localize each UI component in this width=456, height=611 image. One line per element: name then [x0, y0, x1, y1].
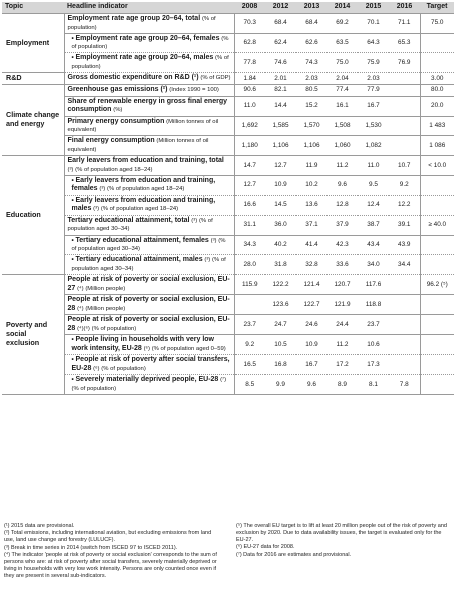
target-cell: 3.00 [420, 73, 454, 85]
bullet-icon: • [71, 336, 76, 344]
value-cell [389, 315, 420, 335]
table-row [2, 195, 454, 215]
value-cell: 10.6 [358, 335, 389, 355]
header-year: 2012 [265, 2, 296, 14]
indicator-cell [64, 315, 234, 335]
table-row [2, 375, 454, 395]
value-cell: 80.5 [296, 84, 327, 96]
footnote-mark: (⁴)(⁶) [77, 325, 90, 332]
value-cell: 1,106 [265, 136, 296, 156]
table-row [2, 255, 454, 275]
value-cell [389, 116, 420, 136]
value-cell: 34.3 [234, 235, 265, 255]
indicator-name: People at risk of poverty after social transfers, EU-28 [71, 356, 230, 372]
value-cell: 8.9 [327, 375, 358, 395]
value-cell: 82.1 [265, 84, 296, 96]
indicator-name: Early leavers from education and training, total [67, 157, 224, 165]
value-cell: 9.6 [296, 375, 327, 395]
value-cell: 11.2 [327, 156, 358, 176]
indicator-name: People living in households with very low work intensity, EU-28 [71, 336, 214, 352]
indicator-cell [64, 33, 234, 53]
value-cell: 8.5 [234, 375, 265, 395]
indicator-unit: (% of population) [71, 35, 229, 51]
bullet-icon: • [71, 356, 76, 364]
value-cell: 70.1 [358, 14, 389, 34]
footnote-mark: (⁷) [220, 377, 227, 384]
value-cell: 1,530 [358, 116, 389, 136]
target-cell [420, 255, 454, 275]
indicator-unit: (% of population aged 0–59) [151, 345, 226, 352]
indicator-name: Primary energy consumption [67, 117, 165, 125]
value-cell: 31.1 [234, 215, 265, 235]
value-cell: 24.7 [265, 315, 296, 335]
footnote: (¹) 2015 data are provisional. [4, 523, 75, 529]
indicator-unit: (% of population aged 30–34) [71, 257, 226, 272]
target-cell: 20.0 [420, 96, 454, 116]
value-cell: 17.3 [358, 355, 389, 375]
bullet-icon: • [71, 54, 76, 62]
header-target: Target [420, 2, 454, 14]
value-cell: 33.6 [327, 255, 358, 275]
header-indicator: Headline indicator [64, 2, 234, 14]
indicator-name: Employment rate age group 20–64, females [75, 34, 220, 42]
indicator-cell [64, 136, 234, 156]
value-cell: 39.1 [389, 215, 420, 235]
headline-indicators-table [2, 2, 454, 395]
indicator-cell [64, 96, 234, 116]
value-cell: 69.2 [327, 14, 358, 34]
bullet-icon: • [71, 34, 76, 42]
indicator-unit: (% of population aged 18–24) [107, 186, 185, 193]
value-cell: 9.2 [389, 175, 420, 195]
indicator-unit: (Million tonnes of oil equivalent) [67, 138, 209, 153]
value-cell [234, 295, 265, 315]
value-cell: 34.4 [389, 255, 420, 275]
indicator-name: Early leavers from education and training, males [71, 196, 216, 213]
value-cell: 10.2 [296, 175, 327, 195]
indicator-cell [64, 275, 234, 295]
value-cell [389, 73, 420, 85]
footnote-mark: (³) [99, 186, 106, 193]
target-cell: < 10.0 [420, 156, 454, 176]
value-cell: 7.8 [389, 375, 420, 395]
value-cell: 75.0 [327, 53, 358, 73]
value-cell [389, 355, 420, 375]
value-cell: 1,082 [358, 136, 389, 156]
value-cell: 62.8 [234, 33, 265, 53]
bullet-icon: • [71, 256, 76, 264]
value-cell: 12.2 [389, 195, 420, 215]
indicator-cell [64, 255, 234, 275]
value-cell: 11.0 [234, 96, 265, 116]
table-row [2, 73, 454, 85]
footnote: (⁴) The indicator 'people at risk of poverty or social exclusion' corresponds to the sum of persons who are: at risk of poverty after social transfers, severely materially deprived or living in households with very low work intensity. Persons are only counted once even if they are present in several sub-indicators. [4, 552, 217, 579]
footnotes-right [236, 523, 452, 580]
value-cell: 16.5 [234, 355, 265, 375]
footnote-mark: (³) [67, 166, 74, 173]
value-cell: 70.3 [234, 14, 265, 34]
table-row [2, 136, 454, 156]
table-row [2, 156, 454, 176]
indicator-name: People at risk of poverty or social exclusion, EU-28 [67, 316, 230, 332]
indicator-name: Employment rate age group 20–64, males [75, 54, 214, 62]
value-cell [389, 275, 420, 295]
indicator-name: Tertiary educational attainment, females [75, 236, 209, 244]
indicator-unit: (%) [113, 107, 123, 114]
value-cell: 120.7 [327, 275, 358, 295]
table-row [2, 14, 454, 34]
indicator-cell [64, 195, 234, 215]
topic-cell: Poverty and social exclusion [2, 275, 64, 395]
header-year: 2008 [234, 2, 265, 14]
value-cell: 2.04 [327, 73, 358, 85]
value-cell: 123.6 [265, 295, 296, 315]
value-cell: 9.5 [358, 175, 389, 195]
value-cell: 14.5 [265, 195, 296, 215]
value-cell: 117.6 [358, 275, 389, 295]
value-cell: 1,585 [265, 116, 296, 136]
value-cell: 1,060 [327, 136, 358, 156]
value-cell: 1,106 [296, 136, 327, 156]
value-cell: 13.6 [296, 195, 327, 215]
value-cell: 8.1 [358, 375, 389, 395]
indicator-unit: (% of population aged 30–34) [71, 237, 226, 253]
value-cell: 10.9 [296, 335, 327, 355]
value-cell: 10.7 [389, 156, 420, 176]
indicator-unit: (Index 1990 = 100) [169, 86, 219, 93]
indicator-cell [64, 156, 234, 176]
indicator-name: People at risk of poverty or social exclusion, EU-28 [67, 296, 230, 312]
table-row [2, 335, 454, 355]
topic-cell: Climate change and energy [2, 84, 64, 155]
value-cell: 11.9 [296, 156, 327, 176]
target-cell [420, 355, 454, 375]
indicator-cell [64, 84, 234, 96]
indicator-cell [64, 73, 234, 85]
header-year: 2013 [296, 2, 327, 14]
value-cell: 10.5 [265, 335, 296, 355]
value-cell: 118.8 [358, 295, 389, 315]
indicator-name: Employment rate age group 20–64, total [67, 15, 201, 22]
value-cell: 24.6 [296, 315, 327, 335]
indicator-cell [64, 335, 234, 355]
indicator-unit: (Million people) [85, 285, 126, 292]
value-cell: 64.3 [358, 33, 389, 53]
value-cell: 76.9 [389, 53, 420, 73]
indicator-cell [64, 14, 234, 34]
value-cell: 2.03 [296, 73, 327, 85]
value-cell: 11.2 [327, 335, 358, 355]
indicator-unit: (% of population) [67, 16, 216, 31]
value-cell: 14.4 [265, 96, 296, 116]
target-cell: 80.0 [420, 84, 454, 96]
table-row [2, 215, 454, 235]
indicator-cell [64, 116, 234, 136]
indicator-unit: (% of population aged 18–24) [75, 166, 153, 173]
value-cell: 16.7 [296, 355, 327, 375]
target-cell [420, 175, 454, 195]
indicator-unit: (% of population) [71, 55, 229, 70]
indicator-name: Share of renewable energy in gross final energy consumption [67, 97, 227, 114]
header-year: 2016 [389, 2, 420, 14]
value-cell: 1,692 [234, 116, 265, 136]
value-cell [389, 136, 420, 156]
value-cell: 37.1 [296, 215, 327, 235]
value-cell: 43.9 [389, 235, 420, 255]
indicator-name: Early leavers from education and training, females [71, 176, 216, 193]
table-row [2, 175, 454, 195]
footnote-mark: (³) [210, 237, 217, 244]
value-cell: 77.4 [327, 84, 358, 96]
value-cell: 16.1 [327, 96, 358, 116]
value-cell: 28.0 [234, 255, 265, 275]
value-cell: 1.84 [234, 73, 265, 85]
value-cell: 121.4 [296, 275, 327, 295]
topic-cell: Employment [2, 14, 64, 73]
value-cell: 41.4 [296, 235, 327, 255]
footnote: (⁵) The overall EU target is to lift at least 20 million people out of the risk of poverty and exclusion by 2020. Due to data availability issues, the target is evaluated only for the EU-27. [236, 523, 447, 543]
target-cell [420, 375, 454, 395]
table-body [2, 14, 454, 395]
indicator-name: Severely materially deprived people, EU-28 [75, 376, 219, 384]
indicator-name: Greenhouse gas emissions (²) [67, 85, 168, 93]
header-year: 2014 [327, 2, 358, 14]
footnote-mark: (³) [204, 257, 211, 264]
value-cell [389, 295, 420, 315]
footnote: (⁷) Data for 2016 are estimates and provisional. [236, 551, 352, 558]
target-cell [420, 295, 454, 315]
footnotes [4, 523, 452, 580]
value-cell: 32.8 [296, 255, 327, 275]
bullet-icon: • [71, 236, 76, 244]
footnote-mark: (⁴) [77, 305, 84, 312]
target-cell [420, 53, 454, 73]
value-cell: 17.2 [327, 355, 358, 375]
value-cell: 1,508 [327, 116, 358, 136]
value-cell: 42.3 [327, 235, 358, 255]
value-cell: 65.3 [389, 33, 420, 53]
table-row [2, 96, 454, 116]
value-cell: 43.4 [358, 235, 389, 255]
value-cell: 23.7 [358, 315, 389, 335]
target-cell [420, 235, 454, 255]
indicator-unit: (% of population aged 18–24) [100, 206, 179, 213]
value-cell: 9.9 [265, 375, 296, 395]
value-cell: 68.4 [296, 14, 327, 34]
footnote-mark: (³) [191, 217, 198, 224]
footnote-mark: (⁴) [77, 285, 84, 292]
table-row [2, 33, 454, 53]
indicator-unit: (% of population aged 30–34) [67, 217, 213, 233]
indicator-name: People at risk of poverty or social exclusion, EU-27 [67, 276, 230, 292]
value-cell: 9.2 [234, 335, 265, 355]
indicator-unit: (% of population) [91, 325, 137, 332]
value-cell: 31.8 [265, 255, 296, 275]
table-header [2, 2, 454, 14]
value-cell [389, 84, 420, 96]
footnote-mark: (⁶) [143, 345, 150, 352]
value-cell: 75.9 [358, 53, 389, 73]
footnote-mark: (³) [93, 206, 100, 213]
value-cell: 63.5 [327, 33, 358, 53]
value-cell: 2.03 [358, 73, 389, 85]
value-cell: 23.7 [234, 315, 265, 335]
value-cell: 122.7 [296, 295, 327, 315]
table-row [2, 275, 454, 295]
indicator-cell [64, 295, 234, 315]
footnote: (²) Total emissions, including international aviation, but excluding emissions from land use, land use change and forestry (LULUCF). [4, 530, 212, 544]
value-cell: 16.6 [234, 195, 265, 215]
value-cell: 1,570 [296, 116, 327, 136]
value-cell: 10.9 [265, 175, 296, 195]
topic-cell: R&D [2, 73, 64, 85]
value-cell: 121.9 [327, 295, 358, 315]
target-cell [420, 195, 454, 215]
value-cell: 12.7 [265, 156, 296, 176]
indicator-cell [64, 215, 234, 235]
target-cell: 1 086 [420, 136, 454, 156]
target-cell [420, 315, 454, 335]
indicator-name: Tertiary educational attainment, males [75, 256, 203, 264]
indicator-name: Final energy consumption [67, 137, 155, 145]
indicator-cell [64, 53, 234, 73]
value-cell: 37.9 [327, 215, 358, 235]
value-cell: 122.2 [265, 275, 296, 295]
footnote: (⁶) EU-27 data for 2008. [236, 544, 295, 551]
value-cell: 115.9 [234, 275, 265, 295]
value-cell: 36.0 [265, 215, 296, 235]
table-row [2, 84, 454, 96]
value-cell: 12.8 [327, 195, 358, 215]
bullet-icon: • [71, 196, 76, 204]
table-row [2, 235, 454, 255]
value-cell: 1,180 [234, 136, 265, 156]
indicator-unit: (Million tonnes of oil equivalent) [67, 118, 219, 134]
table-row [2, 116, 454, 136]
bullet-icon: • [71, 376, 76, 384]
indicator-unit: (% of GDP) [200, 75, 231, 82]
table-row [2, 295, 454, 315]
indicator-unit: (% of population) [71, 385, 117, 392]
topic-cell: Education [2, 156, 64, 275]
target-cell: ≥ 40.0 [420, 215, 454, 235]
target-cell [420, 33, 454, 53]
value-cell: 68.4 [265, 14, 296, 34]
target-cell: 1 483 [420, 116, 454, 136]
value-cell: 9.6 [327, 175, 358, 195]
value-cell: 14.7 [234, 156, 265, 176]
value-cell: 90.6 [234, 84, 265, 96]
indicator-name: Tertiary educational attainment, total [67, 216, 190, 224]
footnote-mark: (⁶) [93, 365, 100, 372]
indicator-name: Gross domestic expenditure on R&D (¹) [67, 74, 199, 82]
footnote: (³) Break in time series in 2014 (switch from ISCED 97 to ISCED 2011). [4, 544, 178, 551]
indicator-cell [64, 235, 234, 255]
indicator-unit: (Million people) [85, 305, 126, 312]
header-topic: Topic [2, 2, 64, 14]
value-cell [389, 96, 420, 116]
header-year: 2015 [358, 2, 389, 14]
footnotes-left [4, 523, 220, 580]
value-cell: 71.1 [389, 14, 420, 34]
target-cell [420, 335, 454, 355]
indicator-unit: (% of population) [101, 365, 146, 372]
value-cell: 62.6 [296, 33, 327, 53]
value-cell [389, 335, 420, 355]
table-row [2, 355, 454, 375]
bullet-icon: • [71, 176, 76, 184]
table-row [2, 53, 454, 73]
value-cell: 16.7 [358, 96, 389, 116]
value-cell: 62.4 [265, 33, 296, 53]
value-cell: 40.2 [265, 235, 296, 255]
indicator-cell [64, 375, 234, 395]
indicator-cell [64, 175, 234, 195]
value-cell: 11.0 [358, 156, 389, 176]
value-cell: 74.6 [265, 53, 296, 73]
target-cell: 96.2 (⁵) [420, 275, 454, 295]
target-cell: 75.0 [420, 14, 454, 34]
value-cell: 38.7 [358, 215, 389, 235]
value-cell: 2.01 [265, 73, 296, 85]
value-cell: 16.8 [265, 355, 296, 375]
table-row [2, 315, 454, 335]
value-cell: 77.9 [358, 84, 389, 96]
value-cell: 12.4 [358, 195, 389, 215]
value-cell: 34.0 [358, 255, 389, 275]
value-cell: 15.2 [296, 96, 327, 116]
value-cell: 24.4 [327, 315, 358, 335]
value-cell: 12.7 [234, 175, 265, 195]
value-cell: 74.3 [296, 53, 327, 73]
indicator-cell [64, 355, 234, 375]
value-cell: 77.8 [234, 53, 265, 73]
